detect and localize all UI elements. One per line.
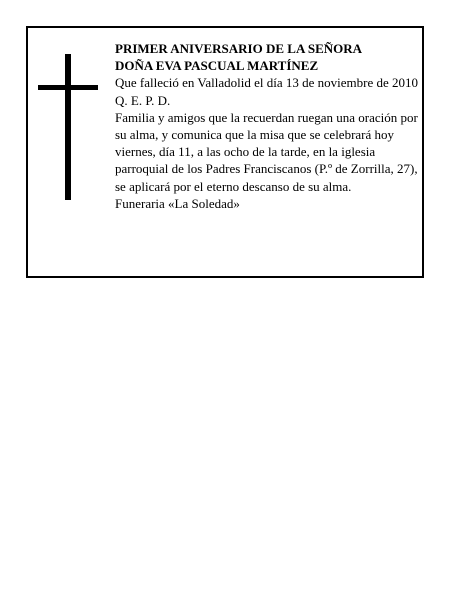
obituary-notice bbox=[26, 26, 424, 278]
notice-title-line1: PRIMER ANIVERSARIO DE LA SEÑORA bbox=[115, 41, 363, 56]
cross-vertical-bar bbox=[65, 54, 71, 200]
funeral-home: Funeraria «La Soledad» bbox=[115, 195, 240, 211]
notice-title-line2: DOÑA EVA PASCUAL MARTÍNEZ bbox=[115, 58, 319, 74]
cross-icon bbox=[38, 54, 98, 200]
death-line: Que falleció en Valladolid el día 13 de noviembre de 2010 bbox=[115, 75, 418, 91]
notice-body: Familia y amigos que la recuerdan ruegan una oración por su alma, y comunica que la misa que se celebrará hoy viernes, día 11, a las ocho de la tarde, en la iglesia parroquial de los Padres Franciscanos (P.º de Zorrilla, 27), se aplicará por el eterno descanso de su alma. bbox=[115, 109, 418, 194]
notice-text bbox=[115, 40, 421, 212]
qepd-line: Q. E. P. D. bbox=[115, 92, 171, 108]
cross-horizontal-bar bbox=[38, 85, 98, 90]
